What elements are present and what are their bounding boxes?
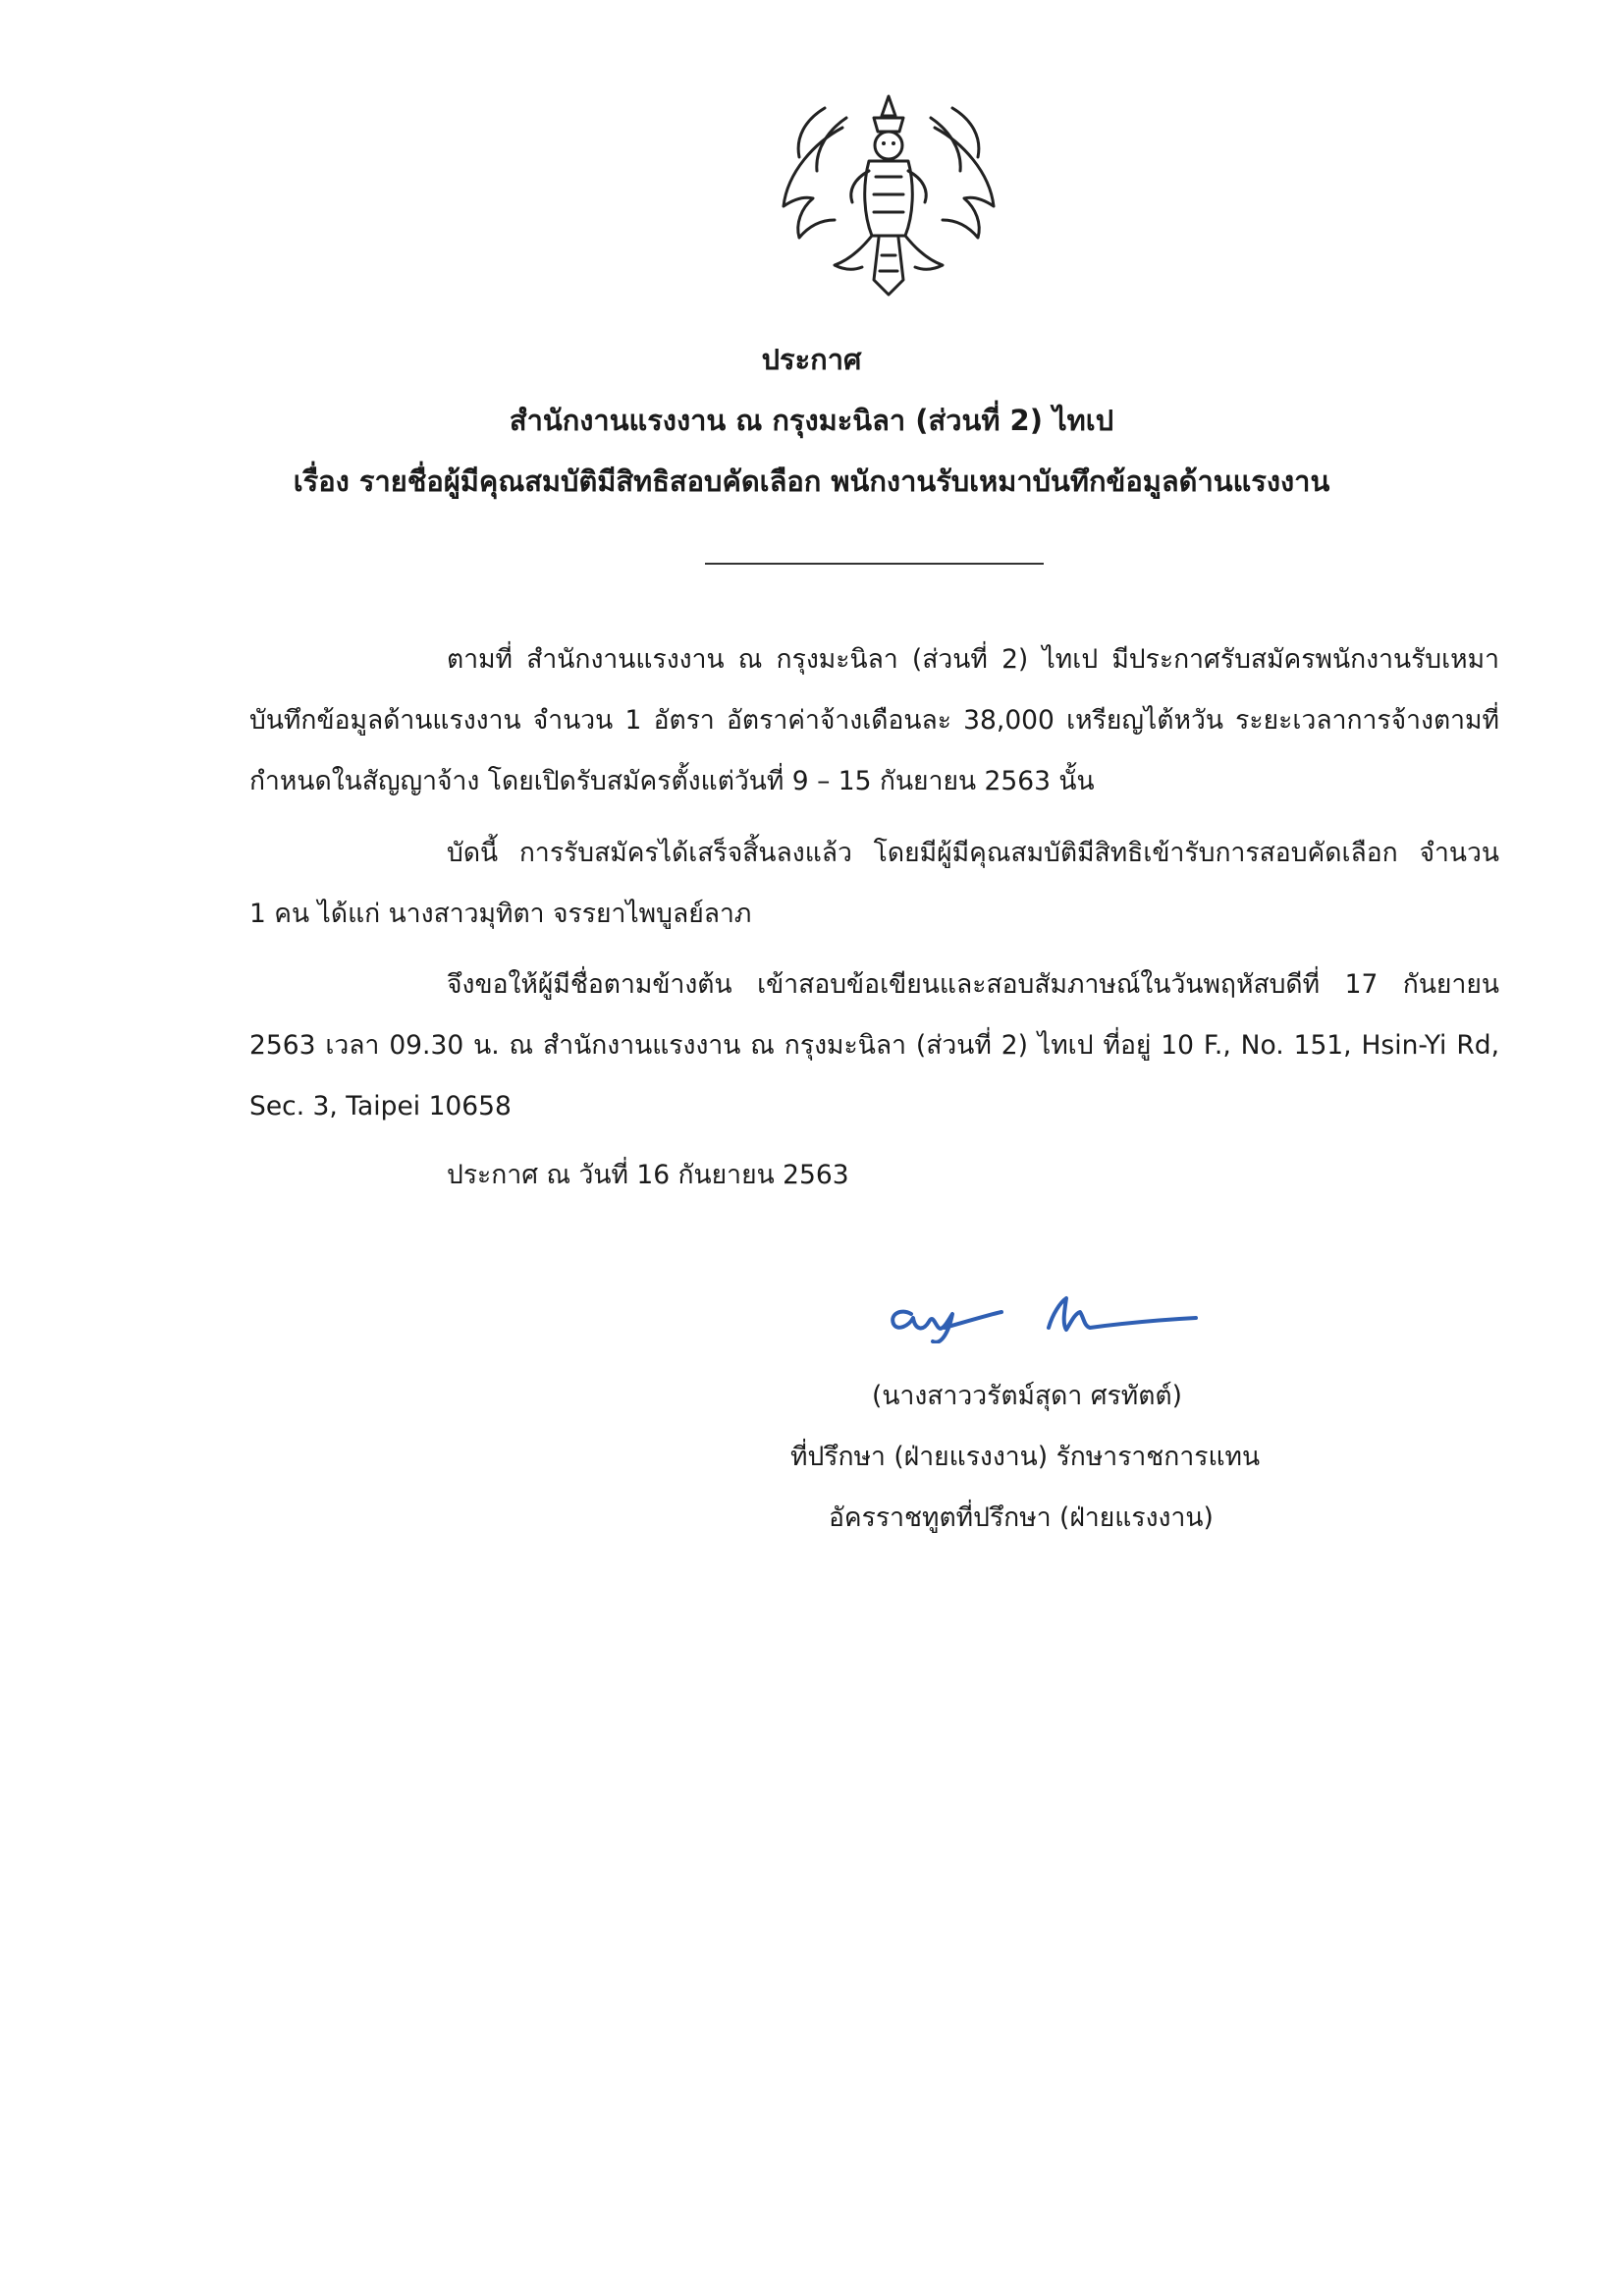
paragraph-1-line-2: บันทึกข้อมูลด้านแรงงาน จำนวน 1 อัตรา อัตราค่าจ้างเดือนละ 38,000 เหรียญไต้หวัน ระยะเวลาการจ้างตามที่ bbox=[249, 705, 1499, 736]
announcement-date: ประกาศ ณ วันที่ 16 กันยายน 2563 bbox=[447, 1160, 849, 1190]
handwritten-signature bbox=[884, 1285, 1208, 1343]
subject-heading: เรื่อง รายชื่อผู้มีคุณสมบัติมีสิทธิสอบคัดเลือก พนักงานรับเหมาบันทึกข้อมูลด้านแรงงาน bbox=[293, 465, 1330, 498]
garuda-emblem-icon bbox=[766, 88, 1011, 309]
paragraph-2-line-2: 1 คน ได้แก่ นางสาวมุทิตา จรรยาไพบูลย์ลาภ bbox=[249, 899, 752, 929]
office-heading: สำนักงานแรงงาน ณ กรุงมะนิลา (ส่วนที่ 2) ไทเป bbox=[509, 404, 1114, 437]
heading-divider bbox=[705, 563, 1044, 565]
paragraph-3-line-3: Sec. 3, Taipei 10658 bbox=[249, 1091, 512, 1121]
paragraph-3-line-1: จึงขอให้ผู้มีชื่อตามข้างต้น เข้าสอบข้อเขียนและสอบสัมภาษณ์ในวันพฤหัสบดีที่ 17 กันยายน bbox=[447, 969, 1499, 1000]
signatory-name: (นางสาววรัตม์สุดา ศรทัตต์) bbox=[872, 1381, 1182, 1411]
paragraph-3-line-2: 2563 เวลา 09.30 น. ณ สำนักงานแรงงาน ณ กรุงมะนิลา (ส่วนที่ 2) ไทเป ที่อยู่ 10 F., No. 151, Hsin-Yi Rd, bbox=[249, 1030, 1499, 1061]
paragraph-1-line-1: ตามที่ สำนักงานแรงงาน ณ กรุงมะนิลา (ส่วนที่ 2) ไทเป มีประกาศรับสมัครพนักงานรับเหมา bbox=[447, 644, 1499, 675]
paragraph-1-line-3: กำหนดในสัญญาจ้าง โดยเปิดรับสมัครตั้งแต่วันที่ 9 – 15 กันยายน 2563 นั้น bbox=[249, 766, 1095, 796]
signatory-title-line-1: ที่ปรึกษา (ฝ่ายแรงงาน) รักษาราชการแทน bbox=[790, 1442, 1261, 1472]
document-type-heading: ประกาศ bbox=[761, 343, 862, 376]
signatory-title-line-2: อัครราชทูตที่ปรึกษา (ฝ่ายแรงงาน) bbox=[829, 1503, 1214, 1533]
paragraph-2-line-1: บัดนี้ การรับสมัครได้เสร็จสิ้นลงแล้ว โดยมีผู้มีคุณสมบัติมีสิทธิเข้ารับการสอบคัดเลือก จำนวน bbox=[447, 838, 1499, 868]
